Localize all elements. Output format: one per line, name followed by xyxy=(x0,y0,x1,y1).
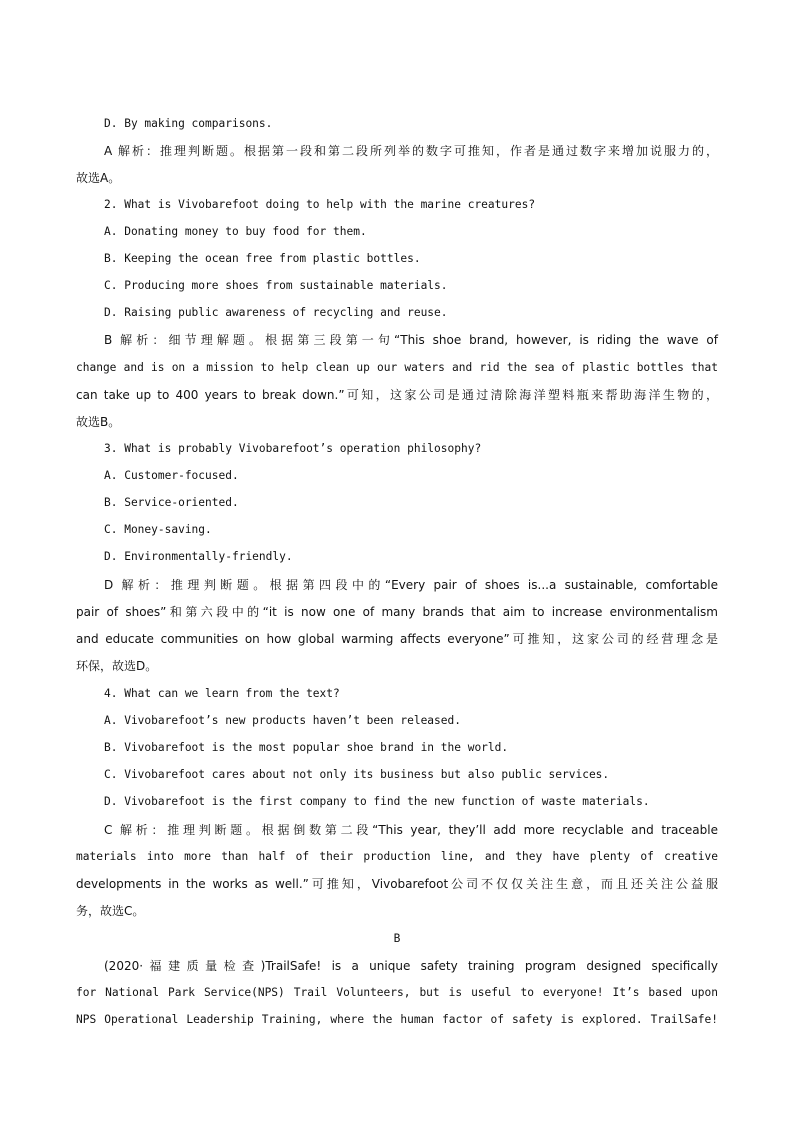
answer-1-explanation-cont: 故选A。 xyxy=(76,171,121,185)
answer-4-explanation: C 解析：推理判断题。根据倒数第二段“This year, they’ll add more recyclable and traceable xyxy=(104,823,718,837)
answer-2-explanation: B 解析：细节理解题。根据第三段第一句“This shoe brand, however, is riding the wave of xyxy=(104,333,718,347)
option-3d: D. Environmentally-friendly. xyxy=(104,550,293,563)
answer-2-explanation-cont: can take up to 400 years to break down.”可知，这家公司是通过清除海洋塑料瓶来帮助海洋生物的， xyxy=(76,388,718,402)
option-4b: B. Vivobarefoot is the most popular shoe brand in the world. xyxy=(104,741,509,754)
option-3a: A. Customer-focused. xyxy=(104,469,239,482)
answer-3-explanation: D 解析：推理判断题。根据第四段中的“Every pair of shoes is...a sustainable, comfortable xyxy=(104,578,718,592)
answer-4-explanation-cont: materials into more than half of their production line, and they have plenty of creative xyxy=(76,850,718,863)
section-heading-b: B xyxy=(393,932,401,945)
passage-b-paragraph-cont: for National Park Service(NPS) Trail Volunteers, but is useful to everyone! It’s based upon xyxy=(76,986,718,999)
answer-3-explanation-cont: 环保，故选D。 xyxy=(76,659,158,673)
answer-2-explanation-cont: change and is on a mission to help clean up our waters and rid the sea of plastic bottles that xyxy=(76,361,718,374)
option-3c: C. Money-saving. xyxy=(104,523,212,536)
option-1d: D. By making comparisons. xyxy=(104,117,273,130)
option-4c: C. Vivobarefoot cares about not only its business but also public services. xyxy=(104,768,610,781)
answer-2-explanation-cont: 故选B。 xyxy=(76,415,121,429)
passage-b-paragraph-cont: NPS Operational Leadership Training, where the human factor of safety is explored. TrailSafe! xyxy=(76,1013,718,1026)
question-4: 4. What can we learn from the text? xyxy=(104,687,340,700)
option-3b: B. Service-oriented. xyxy=(104,496,239,509)
answer-3-explanation-cont: pair of shoes”和第六段中的“it is now one of many brands that aim to increase environmentalism xyxy=(76,605,718,619)
answer-4-explanation-cont: 务，故选C。 xyxy=(76,904,145,918)
option-4d: D. Vivobarefoot is the first company to find the new function of waste materials. xyxy=(104,795,650,808)
question-3: 3. What is probably Vivobarefoot’s operation philosophy? xyxy=(104,442,482,455)
question-2: 2. What is Vivobarefoot doing to help with the marine creatures? xyxy=(104,198,536,211)
option-2b: B. Keeping the ocean free from plastic bottles. xyxy=(104,252,421,265)
option-2a: A. Donating money to buy food for them. xyxy=(104,225,367,238)
answer-4-explanation-cont: developments in the works as well.”可推知，Vivobarefoot公司不仅仅关注生意，而且还关注公益服 xyxy=(76,877,718,891)
passage-b-paragraph: (2020·福建质量检查)TrailSafe! is a unique safety training program designed specifically xyxy=(104,959,718,973)
answer-3-explanation-cont: and educate communities on how global warming affects everyone”可推知，这家公司的经营理念是 xyxy=(76,632,718,646)
option-2c: C. Producing more shoes from sustainable materials. xyxy=(104,279,448,292)
answer-1-explanation: A 解析：推理判断题。根据第一段和第二段所列举的数字可推知，作者是通过数字来增加说服力的， xyxy=(104,144,718,158)
option-2d: D. Raising public awareness of recycling and reuse. xyxy=(104,306,448,319)
option-4a: A. Vivobarefoot’s new products haven’t been released. xyxy=(104,714,461,727)
